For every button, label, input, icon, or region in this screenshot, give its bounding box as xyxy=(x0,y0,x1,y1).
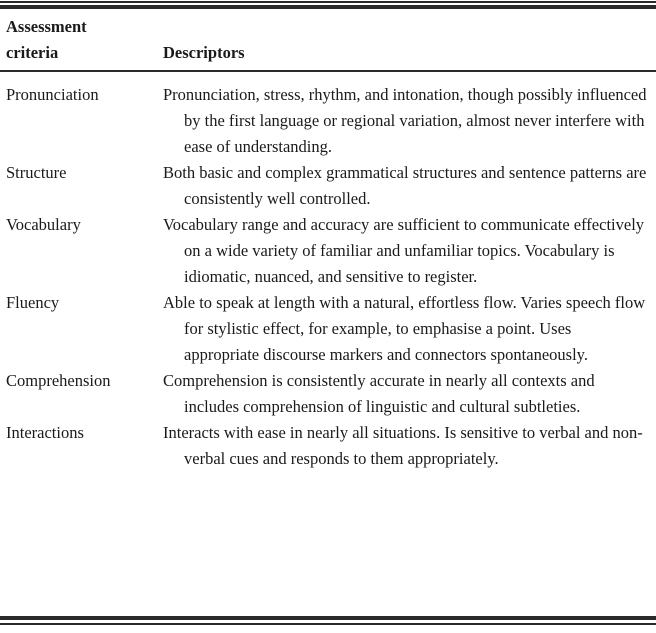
table-row xyxy=(0,290,656,368)
table-row xyxy=(0,368,656,420)
table-row xyxy=(0,160,656,212)
descriptor-text: Able to speak at length with a natural, effortless flow. Varies speech flow for stylistic effect, for example, to emphasise a point. Uses appropriate discourse markers and connectors spontaneously. xyxy=(163,293,646,364)
cell-descriptor xyxy=(156,420,656,472)
cell-descriptor xyxy=(156,66,656,160)
cell-criteria: Pronunciation xyxy=(6,85,99,104)
descriptor-text: Both basic and complex grammatical structures and sentence patterns are consistently well controlled. xyxy=(163,163,647,208)
cell-descriptor xyxy=(156,290,656,368)
column-header-descriptors: Descriptors xyxy=(163,43,245,62)
descriptor-text: Interacts with ease in nearly all situations. Is sensitive to verbal and non-verbal cues and responds to them appropriately. xyxy=(163,423,643,468)
cell-criteria: Comprehension xyxy=(6,371,111,390)
cell-descriptor xyxy=(156,160,656,212)
column-header-criteria-line1: Assessment xyxy=(6,17,87,36)
column-header-assessment-criteria xyxy=(0,0,156,66)
cell-criteria: Structure xyxy=(6,163,67,182)
table-bottom-rule-thick xyxy=(0,616,656,620)
descriptor-text: Comprehension is consistently accurate in nearly all contexts and includes comprehension of linguistic and cultural subtleties. xyxy=(163,371,595,416)
cell-criteria: Fluency xyxy=(6,293,60,312)
cell-criteria: Interactions xyxy=(6,423,84,442)
table-bottom-rule-thin xyxy=(0,623,656,625)
table-header-row xyxy=(0,0,656,66)
cell-criteria: Vocabulary xyxy=(6,215,81,234)
descriptor-text: Vocabulary range and accuracy are sufficient to communicate effectively on a wide variety of familiar and unfamiliar topics. Vocabulary is idiomatic, nuanced, and sensitive to register. xyxy=(163,215,645,286)
table-row xyxy=(0,420,656,472)
table-row xyxy=(0,66,656,160)
column-header-criteria-line2: criteria xyxy=(6,43,59,62)
cell-descriptor xyxy=(156,212,656,290)
table-row xyxy=(0,212,656,290)
descriptor-text: Pronunciation, stress, rhythm, and intonation, though possibly influenced by the first language or regional variation, almost never interfere with ease of understanding. xyxy=(163,85,647,156)
table-header xyxy=(0,0,656,66)
cell-descriptor xyxy=(156,368,656,420)
table-body xyxy=(0,66,656,472)
